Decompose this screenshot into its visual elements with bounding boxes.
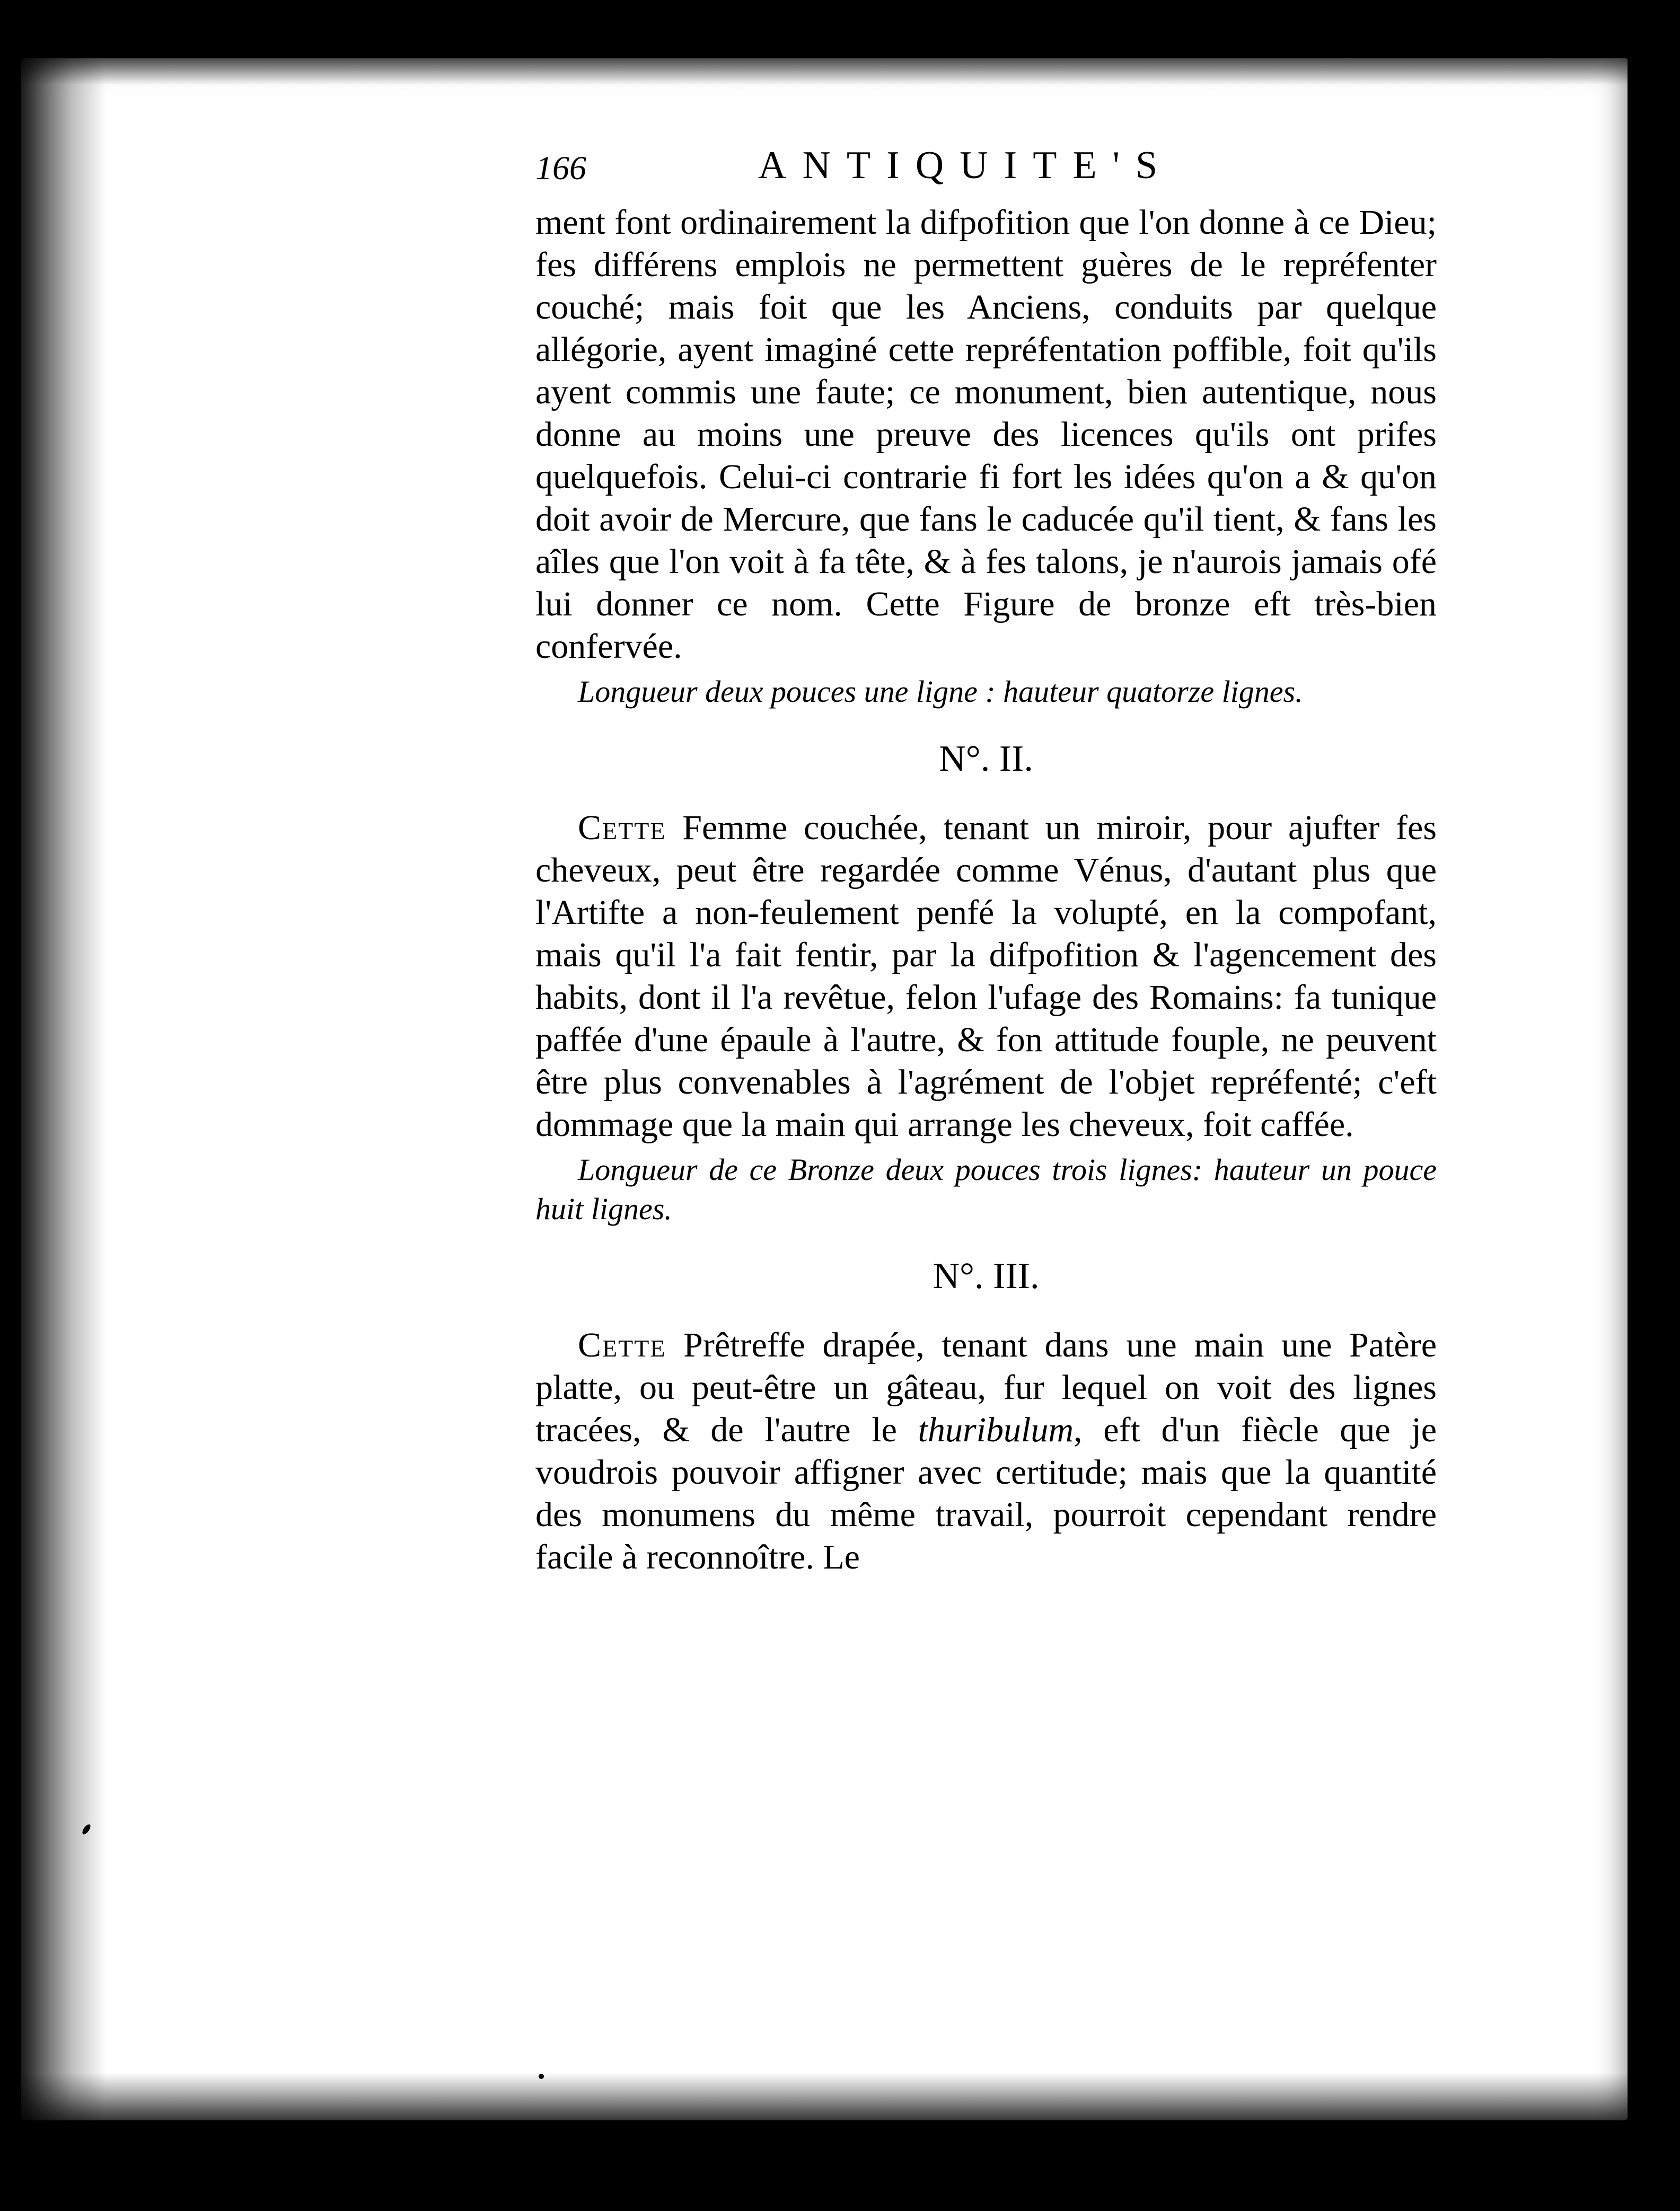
- page-text: [535, 143, 1437, 1579]
- section-2-paragraph: [535, 807, 1437, 1146]
- page-number: 166: [535, 149, 586, 187]
- page-top-shadow: [21, 58, 1628, 85]
- page-bottom-shadow: [21, 2073, 1628, 2120]
- caption-figure-2: Longueur de ce Bronze deux pouces trois lignes: hauteur un pouce huit lignes.: [535, 1152, 1437, 1226]
- section-3-paragraph: [535, 1324, 1437, 1579]
- section-3-text-a: Prêtreffe drapée, tenant dans une main une Patère platte, ou peut-être un gâteau, fur lequel on voit des lignes tracées, & de l'autre le: [535, 1326, 1437, 1449]
- running-head: [535, 143, 1437, 201]
- section-heading-2: N°. II.: [939, 738, 1033, 779]
- page-left-shadow: [21, 58, 106, 2120]
- section-heading-3: N°. III.: [933, 1256, 1040, 1297]
- section-2-lead-word: Cette: [578, 808, 666, 847]
- running-title: ANTIQUITE'S: [758, 144, 1174, 187]
- caption-figure-1: Longueur deux pouces une ligne : hauteur quatorze lignes.: [578, 674, 1303, 709]
- section-3-italic-term: thuribulum: [918, 1411, 1074, 1449]
- section-3-lead-word: Cette: [578, 1326, 666, 1364]
- opening-paragraph: ment font ordinairement la difpofition que l'on donne à ce Dieu; fes différens emplois ne permettent guères de le repréfenter couché; mais foit que les Anciens, conduits par quelque allégorie, ayent imaginé cette repréfentation poffible, foit qu'ils ayent commis une faute; ce monument, bien autentique, nous donne au moins une preuve des licences qu'ils ont prifes quelquefois. Celui-ci contrarie fi fort les idées qu'on a & qu'on doit avoir de Mercure, que fans le caducée qu'il tient, & fans les aîles que l'on voit à fa tête, & à fes talons, je n'aurois jamais ofé lui donner ce nom. Cette Figure de bronze eft très-bien confervée.: [535, 203, 1437, 666]
- ink-speck: [539, 2074, 544, 2079]
- section-3-text-b: , eft d'un fiècle que je voudrois pouvoir affigner avec certitude; mais que la quantité des monumens du même travail, pourroit cependant rendre facile à reconnoître. Le: [535, 1411, 1437, 1576]
- section-2-text: Femme couchée, tenant un miroir, pour ajufter fes cheveux, peut être regardée comme Vénus, d'autant plus que l'Artifte a non-feulement penfé la volupté, en la compofant, mais qu'il l'a fait fentir, par la difpofition & l'agencement des habits, dont il l'a revêtue, felon l'ufage des Romains: fa tunique paffée d'une épaule à l'autre, & fon attitude fouple, ne peuvent être plus convenables à l'agrément de l'objet repréfenté; c'eft dommage que la main qui arrange les cheveux, foit caffée.: [535, 808, 1437, 1144]
- body-text: [535, 201, 1437, 1579]
